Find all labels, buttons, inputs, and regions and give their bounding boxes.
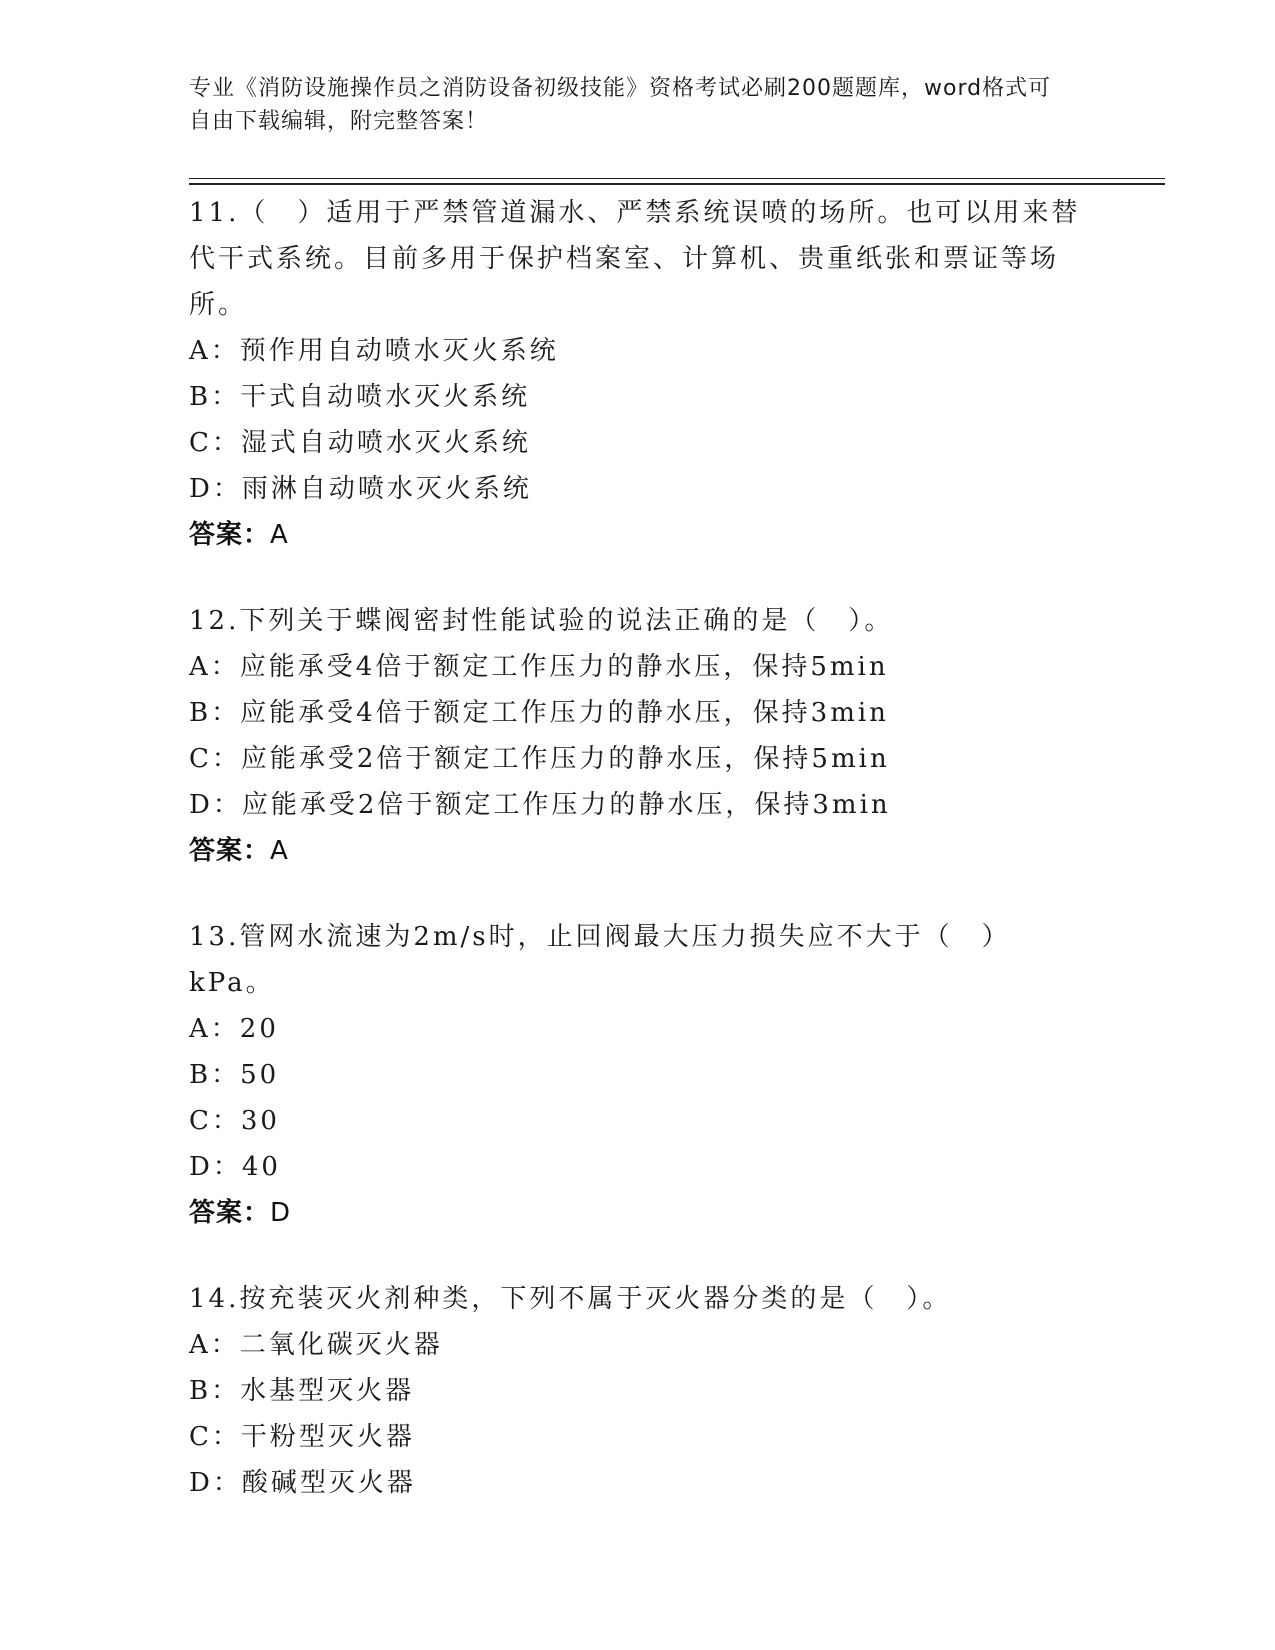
document-header: 专业《消防设施操作员之消防设备初级技能》资格考试必刷200题题库，word格式可自由下载编辑，附完整答案！ [189,76,1052,134]
answer-line [189,828,1089,874]
answer-line [189,1190,1089,1236]
option-c: C：应能承受2倍于额定工作压力的静水压，保持5min [189,744,890,774]
question-list [189,190,1089,1546]
option-d: D：雨淋自动喷水灭火系统 [189,474,532,504]
question-14 [189,1276,1089,1506]
option-c: C：干粉型灭火器 [189,1422,415,1452]
option-c: C：30 [189,1106,280,1136]
option-b: B：应能承受4倍于额定工作压力的静水压，保持3min [189,698,889,728]
header-divider-thin [189,178,1165,179]
option-d: D：应能承受2倍于额定工作压力的静水压，保持3min [189,790,891,820]
question-text: 13.管网水流速为2m/s时，止回阀最大压力损失应不大于（ ）kPa。 [189,922,1011,998]
answer-value: A [270,836,289,866]
option-a: A：20 [189,1014,279,1044]
option-a: A：二氧化碳灭火器 [189,1330,443,1360]
question-13 [189,914,1089,1236]
option-a: A：应能承受4倍于额定工作压力的静水压，保持5min [189,652,889,682]
question-text: 11.（ ）适用于严禁管道漏水、严禁系统误喷的场所。也可以用来替代干式系统。目前多用于保护档案室、计算机、贵重纸张和票证等场所。 [189,198,1081,320]
option-c: C：湿式自动喷水灭火系统 [189,428,531,458]
answer-label: 答案： [189,520,271,550]
answer-value: D [270,1198,292,1228]
header-divider-thick [189,183,1165,185]
answer-line [189,512,1089,558]
question-text: 14.按充装灭火剂种类，下列不属于灭火器分类的是（ ）。 [189,1284,952,1314]
question-12 [189,598,1089,874]
option-b: B：50 [189,1060,280,1090]
question-11 [189,190,1089,558]
answer-value: A [270,520,289,550]
option-a: A：预作用自动喷水灭火系统 [189,336,559,366]
answer-label: 答案： [189,836,271,866]
option-b: B：水基型灭火器 [189,1376,415,1406]
question-text: 12.下列关于蝶阀密封性能试验的说法正确的是（ ）。 [189,606,894,636]
option-d: D：40 [189,1152,281,1182]
option-d: D：酸碱型灭火器 [189,1468,416,1498]
option-b: B：干式自动喷水灭火系统 [189,382,531,412]
answer-label: 答案： [189,1198,271,1228]
